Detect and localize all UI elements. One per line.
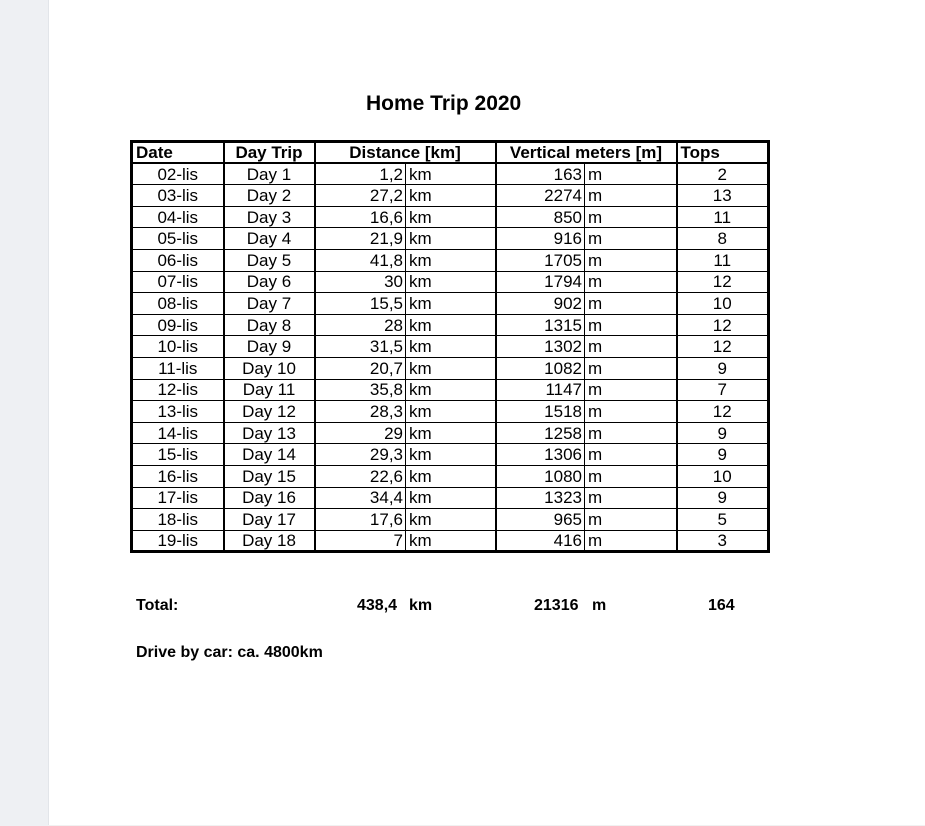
cell-distance-unit: km <box>406 465 496 487</box>
cell-vertical-unit: m <box>585 530 677 552</box>
cell-vertical-unit: m <box>585 336 677 358</box>
table-row <box>132 487 769 509</box>
cell-date: 12-lis <box>132 379 224 401</box>
cell-distance: 41,8 <box>315 249 406 271</box>
cell-distance-unit: km <box>406 163 496 185</box>
cell-vertical: 1258 <box>496 422 585 444</box>
total-vertical-unit: m <box>592 597 607 614</box>
cell-date: 16-lis <box>132 465 224 487</box>
cell-day-trip: Day 11 <box>224 379 315 401</box>
cell-day-trip: Day 1 <box>224 163 315 185</box>
cell-distance-unit: km <box>406 206 496 228</box>
column-header-distance: Distance [km] <box>315 142 496 164</box>
table-row <box>132 185 769 207</box>
cell-day-trip: Day 13 <box>224 422 315 444</box>
cell-distance: 17,6 <box>315 509 406 531</box>
cell-tops: 10 <box>677 465 769 487</box>
cell-distance: 30 <box>315 271 406 293</box>
cell-tops: 10 <box>677 293 769 315</box>
cell-date: 11-lis <box>132 357 224 379</box>
cell-date: 08-lis <box>132 293 224 315</box>
cell-day-trip: Day 17 <box>224 509 315 531</box>
cell-vertical: 1705 <box>496 249 585 271</box>
drive-note: Drive by car: ca. 4800km <box>136 644 323 661</box>
cell-distance: 28,3 <box>315 401 406 423</box>
cell-day-trip: Day 5 <box>224 249 315 271</box>
cell-vertical: 1518 <box>496 401 585 423</box>
cell-date: 10-lis <box>132 336 224 358</box>
cell-vertical: 163 <box>496 163 585 185</box>
cell-date: 04-lis <box>132 206 224 228</box>
table-row <box>132 357 769 379</box>
cell-distance: 29 <box>315 422 406 444</box>
cell-distance: 15,5 <box>315 293 406 315</box>
table-row <box>132 206 769 228</box>
cell-distance-unit: km <box>406 509 496 531</box>
cell-distance-unit: km <box>406 228 496 250</box>
cell-date: 03-lis <box>132 185 224 207</box>
cell-vertical: 1315 <box>496 314 585 336</box>
cell-tops: 11 <box>677 206 769 228</box>
cell-distance: 20,7 <box>315 357 406 379</box>
cell-vertical-unit: m <box>585 357 677 379</box>
cell-distance-unit: km <box>406 422 496 444</box>
table-row <box>132 271 769 293</box>
cell-distance: 1,2 <box>315 163 406 185</box>
cell-vertical: 1082 <box>496 357 585 379</box>
cell-vertical-unit: m <box>585 509 677 531</box>
column-header-date: Date <box>132 142 224 164</box>
cell-date: 13-lis <box>132 401 224 423</box>
table-row <box>132 422 769 444</box>
table-row <box>132 465 769 487</box>
cell-vertical-unit: m <box>585 465 677 487</box>
cell-distance-unit: km <box>406 444 496 466</box>
table-body <box>132 163 769 552</box>
cell-day-trip: Day 3 <box>224 206 315 228</box>
cell-vertical-unit: m <box>585 206 677 228</box>
cell-distance: 31,5 <box>315 336 406 358</box>
page-title: Home Trip 2020 <box>366 92 522 115</box>
cell-vertical: 416 <box>496 530 585 552</box>
table-row <box>132 249 769 271</box>
cell-date: 09-lis <box>132 314 224 336</box>
cell-day-trip: Day 2 <box>224 185 315 207</box>
cell-day-trip: Day 6 <box>224 271 315 293</box>
cell-distance-unit: km <box>406 314 496 336</box>
cell-vertical: 1323 <box>496 487 585 509</box>
cell-date: 18-lis <box>132 509 224 531</box>
cell-date: 05-lis <box>132 228 224 250</box>
cell-vertical-unit: m <box>585 401 677 423</box>
cell-tops: 9 <box>677 422 769 444</box>
table-row <box>132 401 769 423</box>
cell-vertical: 916 <box>496 228 585 250</box>
cell-tops: 11 <box>677 249 769 271</box>
table-row <box>132 314 769 336</box>
cell-day-trip: Day 14 <box>224 444 315 466</box>
cell-distance: 29,3 <box>315 444 406 466</box>
cell-vertical: 1147 <box>496 379 585 401</box>
cell-distance-unit: km <box>406 293 496 315</box>
cell-tops: 9 <box>677 357 769 379</box>
table-row <box>132 336 769 358</box>
table-row <box>132 509 769 531</box>
cell-distance-unit: km <box>406 379 496 401</box>
cell-date: 06-lis <box>132 249 224 271</box>
total-label: Total: <box>136 597 179 614</box>
cell-day-trip: Day 9 <box>224 336 315 358</box>
cell-tops: 12 <box>677 271 769 293</box>
cell-tops: 9 <box>677 487 769 509</box>
cell-vertical: 850 <box>496 206 585 228</box>
cell-tops: 12 <box>677 336 769 358</box>
cell-vertical-unit: m <box>585 185 677 207</box>
cell-vertical: 1302 <box>496 336 585 358</box>
cell-tops: 3 <box>677 530 769 552</box>
cell-tops: 12 <box>677 401 769 423</box>
cell-distance-unit: km <box>406 249 496 271</box>
cell-vertical: 1306 <box>496 444 585 466</box>
cell-vertical-unit: m <box>585 487 677 509</box>
cell-distance-unit: km <box>406 487 496 509</box>
cell-tops: 9 <box>677 444 769 466</box>
cell-vertical-unit: m <box>585 379 677 401</box>
cell-distance: 16,6 <box>315 206 406 228</box>
cell-vertical: 902 <box>496 293 585 315</box>
cell-day-trip: Day 18 <box>224 530 315 552</box>
total-distance: 438,4 <box>357 597 398 614</box>
column-header-vertical: Vertical meters [m] <box>496 142 677 164</box>
cell-distance: 22,6 <box>315 465 406 487</box>
cell-distance-unit: km <box>406 271 496 293</box>
table-row <box>132 444 769 466</box>
cell-date: 17-lis <box>132 487 224 509</box>
cell-tops: 13 <box>677 185 769 207</box>
column-header-tops: Tops <box>677 142 769 164</box>
table-row <box>132 163 769 185</box>
cell-distance-unit: km <box>406 530 496 552</box>
table-row <box>132 530 769 552</box>
cell-vertical-unit: m <box>585 293 677 315</box>
cell-day-trip: Day 12 <box>224 401 315 423</box>
cell-vertical: 1794 <box>496 271 585 293</box>
cell-day-trip: Day 15 <box>224 465 315 487</box>
cell-tops: 8 <box>677 228 769 250</box>
total-vertical: 21316 <box>534 597 579 614</box>
cell-distance-unit: km <box>406 185 496 207</box>
cell-vertical-unit: m <box>585 163 677 185</box>
trip-table <box>130 140 770 553</box>
cell-distance: 34,4 <box>315 487 406 509</box>
cell-distance-unit: km <box>406 357 496 379</box>
cell-date: 02-lis <box>132 163 224 185</box>
cell-vertical: 2274 <box>496 185 585 207</box>
cell-vertical-unit: m <box>585 444 677 466</box>
cell-vertical-unit: m <box>585 422 677 444</box>
cell-date: 14-lis <box>132 422 224 444</box>
cell-tops: 12 <box>677 314 769 336</box>
cell-date: 19-lis <box>132 530 224 552</box>
cell-vertical: 1080 <box>496 465 585 487</box>
cell-tops: 7 <box>677 379 769 401</box>
table-row <box>132 379 769 401</box>
cell-date: 07-lis <box>132 271 224 293</box>
cell-tops: 2 <box>677 163 769 185</box>
cell-vertical-unit: m <box>585 271 677 293</box>
cell-distance: 21,9 <box>315 228 406 250</box>
cell-day-trip: Day 4 <box>224 228 315 250</box>
cell-distance-unit: km <box>406 336 496 358</box>
cell-vertical-unit: m <box>585 314 677 336</box>
cell-day-trip: Day 16 <box>224 487 315 509</box>
table-header-row <box>132 142 769 164</box>
left-gutter <box>0 0 49 826</box>
cell-vertical-unit: m <box>585 249 677 271</box>
cell-vertical: 965 <box>496 509 585 531</box>
cell-date: 15-lis <box>132 444 224 466</box>
cell-distance: 35,8 <box>315 379 406 401</box>
cell-vertical-unit: m <box>585 228 677 250</box>
cell-tops: 5 <box>677 509 769 531</box>
cell-day-trip: Day 7 <box>224 293 315 315</box>
table-row <box>132 228 769 250</box>
table-row <box>132 293 769 315</box>
total-distance-unit: km <box>409 597 433 614</box>
total-tops: 164 <box>708 597 735 614</box>
cell-distance: 7 <box>315 530 406 552</box>
cell-distance: 28 <box>315 314 406 336</box>
cell-distance: 27,2 <box>315 185 406 207</box>
cell-day-trip: Day 8 <box>224 314 315 336</box>
cell-distance-unit: km <box>406 401 496 423</box>
column-header-day-trip: Day Trip <box>224 142 315 164</box>
cell-day-trip: Day 10 <box>224 357 315 379</box>
